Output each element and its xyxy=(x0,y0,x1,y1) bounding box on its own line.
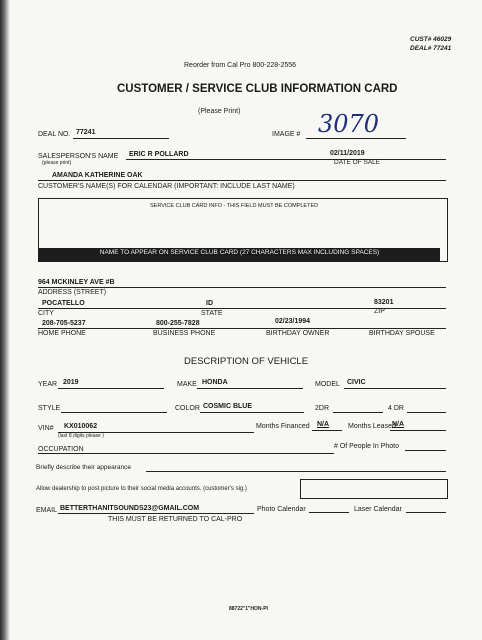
months-financed-label: Months Financed xyxy=(256,423,310,430)
photo-calendar-line xyxy=(309,512,349,513)
people-in-photo-label: # Of People In Photo xyxy=(334,443,399,450)
vin-note: (last 8 digits please ) xyxy=(58,433,104,439)
service-club-note: SERVICE CLUB CARD INFO - THIS FIELD MUST BE COMPLETED xyxy=(150,203,319,209)
laser-calendar-line xyxy=(406,512,446,513)
deal-no-label: DEAL NO. xyxy=(38,131,71,138)
photo-calendar-label: Photo Calendar xyxy=(257,506,306,513)
deal-no-value: 77241 xyxy=(76,129,96,136)
two-door-line xyxy=(333,412,383,413)
year-line xyxy=(58,388,164,389)
salesperson-line xyxy=(126,159,446,160)
color-line xyxy=(200,412,304,413)
months-financed-line xyxy=(312,430,342,431)
zip-label: ZIP xyxy=(374,308,385,315)
style-line xyxy=(61,412,167,413)
form-title: CUSTOMER / SERVICE CLUB INFORMATION CARD xyxy=(117,83,398,95)
business-phone-value: 800-255-7828 xyxy=(156,320,200,327)
salesperson-value: ERIC R POLLARD xyxy=(129,151,189,158)
image-number-label: IMAGE # xyxy=(272,131,301,138)
months-financed-value: N/A xyxy=(317,421,330,428)
model-value: CIVIC xyxy=(347,379,366,386)
vin-label: VIN# xyxy=(38,425,54,432)
model-line xyxy=(344,388,446,389)
people-in-photo-line xyxy=(405,450,446,451)
make-line xyxy=(197,388,303,389)
color-label: COLOR xyxy=(175,405,200,412)
email-line xyxy=(58,513,254,514)
deal-no-line xyxy=(73,138,169,139)
year-value: 2019 xyxy=(63,379,79,386)
image-number-handwritten: 3070 xyxy=(318,110,380,138)
four-door-label: 4 DR xyxy=(388,405,404,412)
birthday-owner-value: 02/23/1994 xyxy=(275,318,311,325)
appearance-line xyxy=(146,471,446,472)
image-number-line xyxy=(306,138,406,139)
please-print-note: (Please Print) xyxy=(198,108,241,115)
style-label: STYLE xyxy=(38,405,61,412)
months-leased-label: Months Leased xyxy=(348,423,396,430)
home-phone-value: 208-705-5237 xyxy=(42,320,86,327)
email-value: BETTERTHANITSOUNDS23@GMAIL.COM xyxy=(60,505,200,512)
please-print-sub: (please print) xyxy=(42,160,72,166)
make-value: HONDA xyxy=(202,379,228,386)
social-media-permission-label: Allow dealership to post picture to their social media accounts. (customer's sig.) xyxy=(36,486,247,492)
form-code: 88722"1"HON-PI xyxy=(229,606,268,612)
cust-number: CUST# 46029 xyxy=(410,36,452,43)
home-phone-label: HOME PHONE xyxy=(38,330,86,337)
signature-box xyxy=(300,479,448,499)
months-leased-line xyxy=(390,430,446,431)
laser-calendar-label: Laser Calendar xyxy=(354,506,402,513)
service-club-name-bar: NAME TO APPEAR ON SERVICE CLUB CARD (27 CHARACTERS MAX INCLUDING SPACES) xyxy=(39,248,440,261)
email-label: EMAIL xyxy=(36,507,58,514)
scan-shadow-edge xyxy=(0,0,10,640)
months-leased-value: N/A xyxy=(392,421,405,428)
date-of-sale-label: DATE OF SALE xyxy=(334,159,381,166)
birthday-spouse-label: BIRTHDAY SPOUSE xyxy=(369,330,435,337)
make-label: MAKE xyxy=(177,381,197,388)
customer-name-line xyxy=(38,180,446,181)
year-label: YEAR xyxy=(38,381,58,388)
street-value: 964 MCKINLEY AVE #B xyxy=(38,279,115,286)
zip-value: 83201 xyxy=(374,299,394,306)
return-note: THIS MUST BE RETURNED TO CAL-PRO xyxy=(108,516,243,523)
city-value: POCATELLO xyxy=(42,300,85,307)
reorder-note: Reorder from Cal Pro 800-228-2556 xyxy=(184,62,297,69)
state-value: ID xyxy=(206,300,213,307)
occupation-line xyxy=(38,453,334,454)
appearance-label: Briefly describe their appearance xyxy=(36,464,132,471)
occupation-label: OCCUPATION xyxy=(38,446,84,453)
city-label: CITY xyxy=(38,310,54,317)
vehicle-heading: DESCRIPTION OF VEHICLE xyxy=(184,356,309,367)
deal-number-top: DEAL# 77241 xyxy=(410,45,452,52)
phone-line xyxy=(38,328,446,329)
color-value: COSMIC BLUE xyxy=(203,403,252,410)
customer-name-value: AMANDA KATHERINE OAK xyxy=(52,172,143,179)
street-label: ADDRESS (STREET) xyxy=(38,289,107,296)
birthday-owner-label: BIRTHDAY OWNER xyxy=(266,330,330,337)
model-label: MODEL xyxy=(315,381,340,388)
vin-value: KX010062 xyxy=(64,423,98,430)
business-phone-label: BUSINESS PHONE xyxy=(153,330,216,337)
date-of-sale-value: 02/11/2019 xyxy=(330,150,365,157)
four-door-line xyxy=(407,412,446,413)
two-door-label: 2DR xyxy=(315,405,330,412)
customer-name-label: CUSTOMER'S NAME(S) FOR CALENDAR (IMPORTANT: INCLUDE LAST NAME) xyxy=(38,183,295,190)
salesperson-label: SALESPERSON'S NAME xyxy=(38,153,119,160)
state-label: STATE xyxy=(201,310,223,317)
street-line xyxy=(38,287,446,288)
